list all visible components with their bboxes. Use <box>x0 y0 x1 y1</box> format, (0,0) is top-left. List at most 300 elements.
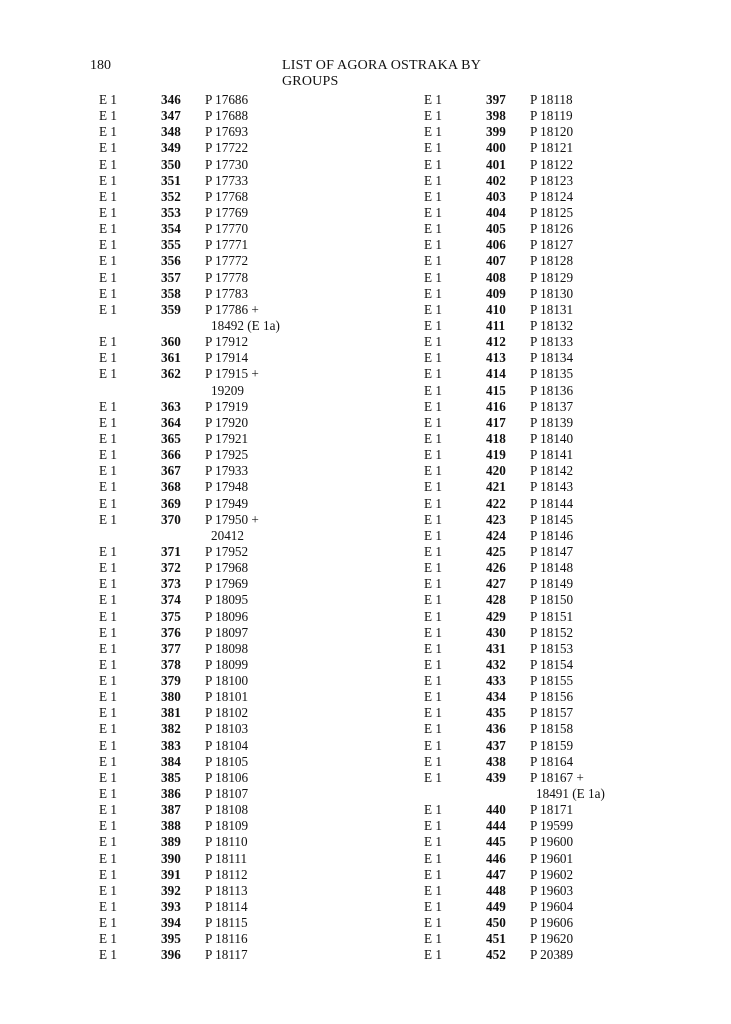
ostrakon-number: 412 <box>486 334 506 350</box>
ostrakon-number: 403 <box>486 188 506 204</box>
ostrakon-number: 353 <box>161 204 181 220</box>
inventory-number: P 18134 <box>530 350 574 366</box>
ostrakon-number: 445 <box>486 834 506 850</box>
group-label: E 1 <box>99 447 117 463</box>
list-item <box>424 286 674 302</box>
group-label: E 1 <box>424 285 442 301</box>
group-label: E 1 <box>424 769 442 785</box>
list-item <box>99 544 349 560</box>
ostrakon-number: 375 <box>161 608 181 624</box>
ostrakon-number: 396 <box>161 947 181 963</box>
ostrakon-number: 377 <box>161 640 181 656</box>
inventory-number: P 18147 <box>530 543 574 559</box>
list-item <box>424 802 674 818</box>
inventory-number: P 17693 <box>205 124 249 140</box>
ostrakon-number: 346 <box>161 92 181 107</box>
ostrakon-number: 407 <box>486 253 506 269</box>
inventory-number: P 18150 <box>530 592 574 608</box>
ostrakon-number: 347 <box>161 108 181 124</box>
ostrakon-number: 389 <box>161 834 181 850</box>
group-label: E 1 <box>424 221 442 237</box>
inventory-number: P 17772 <box>205 253 249 269</box>
inventory-number: P 17730 <box>205 156 249 172</box>
ostrakon-number: 404 <box>486 204 506 220</box>
group-label: E 1 <box>99 834 117 850</box>
ostrakon-number: 414 <box>486 366 506 382</box>
continuation-line <box>99 528 349 544</box>
inventory-number: P 18110 <box>205 834 248 850</box>
ostrakon-number: 372 <box>161 560 181 576</box>
group-label: E 1 <box>424 237 442 253</box>
ostrakon-number: 391 <box>161 866 181 882</box>
inventory-number: P 17921 <box>205 430 249 446</box>
group-label: E 1 <box>99 398 117 414</box>
page-number: 180 <box>90 58 111 73</box>
list-item <box>99 609 349 625</box>
right-column <box>424 92 674 964</box>
group-label: E 1 <box>99 560 117 576</box>
list-item <box>99 205 349 221</box>
group-label: E 1 <box>424 899 442 915</box>
ostrakon-number: 381 <box>161 705 181 721</box>
list-item <box>99 399 349 415</box>
ostrakon-number: 378 <box>161 656 181 672</box>
group-label: E 1 <box>424 689 442 705</box>
list-item <box>99 673 349 689</box>
ostrakon-number: 374 <box>161 592 181 608</box>
list-item <box>424 657 674 673</box>
list-item <box>99 592 349 608</box>
group-label: E 1 <box>99 221 117 237</box>
group-label: E 1 <box>99 350 117 366</box>
group-label: E 1 <box>424 624 442 640</box>
list-item <box>424 754 674 770</box>
ostrakon-number: 411 <box>486 317 506 333</box>
group-label: E 1 <box>99 495 117 511</box>
ostrakon-number: 385 <box>161 769 181 785</box>
list-item <box>99 867 349 883</box>
group-label: E 1 <box>424 253 442 269</box>
group-label: E 1 <box>99 576 117 592</box>
inventory-number: P 19620 <box>530 931 574 947</box>
list-item <box>424 867 674 883</box>
group-label: E 1 <box>424 447 442 463</box>
group-label: E 1 <box>424 882 442 898</box>
list-item <box>99 899 349 915</box>
inventory-number: P 18132 <box>530 317 574 333</box>
ostrakon-number: 416 <box>486 398 506 414</box>
inventory-number: P 17920 <box>205 414 249 430</box>
list-item <box>99 221 349 237</box>
list-item <box>424 528 674 544</box>
group-label: E 1 <box>99 172 117 188</box>
inventory-number: P 17933 <box>205 463 249 479</box>
group-label: E 1 <box>424 317 442 333</box>
list-item <box>424 641 674 657</box>
ostrakon-number: 390 <box>161 850 181 866</box>
group-label: E 1 <box>99 463 117 479</box>
inventory-number: P 17722 <box>205 140 249 156</box>
list-item <box>99 173 349 189</box>
ostrakon-number: 367 <box>161 463 181 479</box>
inventory-number: P 17771 <box>205 237 249 253</box>
ostrakon-number: 402 <box>486 172 506 188</box>
group-label: E 1 <box>99 769 117 785</box>
list-item <box>424 770 674 786</box>
ostrakon-number: 446 <box>486 850 506 866</box>
group-label: E 1 <box>99 656 117 672</box>
inventory-number: P 17686 <box>205 92 249 107</box>
ostrakon-number: 421 <box>486 479 506 495</box>
ostrakon-number: 427 <box>486 576 506 592</box>
list-item <box>424 625 674 641</box>
group-label: E 1 <box>424 592 442 608</box>
list-item <box>99 463 349 479</box>
list-item <box>99 576 349 592</box>
inventory-number: P 17969 <box>205 576 249 592</box>
inventory-number: P 19604 <box>530 899 574 915</box>
inventory-number: P 18099 <box>205 656 249 672</box>
list-item <box>99 931 349 947</box>
list-item <box>99 140 349 156</box>
inventory-number: P 18124 <box>530 188 574 204</box>
ostrakon-number: 434 <box>486 689 506 705</box>
ostrakon-number: 415 <box>486 382 506 398</box>
ostrakon-number: 430 <box>486 624 506 640</box>
group-label: E 1 <box>424 156 442 172</box>
group-label: E 1 <box>99 124 117 140</box>
inventory-number: P 17783 <box>205 285 249 301</box>
group-label: E 1 <box>99 140 117 156</box>
inventory-number: P 18151 <box>530 608 574 624</box>
ostrakon-number: 401 <box>486 156 506 172</box>
ostrakon-number: 435 <box>486 705 506 721</box>
group-label: E 1 <box>424 430 442 446</box>
ostrakon-number: 406 <box>486 237 506 253</box>
list-item <box>99 124 349 140</box>
ostrakon-number: 393 <box>161 899 181 915</box>
ostrakon-number: 410 <box>486 301 506 317</box>
ostrakon-number: 423 <box>486 511 506 527</box>
ostrakon-number: 440 <box>486 802 506 818</box>
ostrakon-number: 422 <box>486 495 506 511</box>
ostrakon-number: 351 <box>161 172 181 188</box>
list-item <box>99 92 349 108</box>
list-item <box>424 140 674 156</box>
group-label: E 1 <box>424 753 442 769</box>
group-label: E 1 <box>424 721 442 737</box>
inventory-number: P 18108 <box>205 802 249 818</box>
group-label: E 1 <box>99 947 117 963</box>
list-item <box>424 350 674 366</box>
inventory-continuation: 18492 (E 1a) <box>211 317 280 333</box>
list-item <box>424 496 674 512</box>
ostrakon-number: 399 <box>486 124 506 140</box>
inventory-number: P 18121 <box>530 140 574 156</box>
group-label: E 1 <box>424 608 442 624</box>
inventory-number: P 17950 + <box>205 511 259 527</box>
inventory-number: P 18098 <box>205 640 249 656</box>
list-item <box>99 947 349 963</box>
ostrakon-number: 437 <box>486 737 506 753</box>
group-label: E 1 <box>424 737 442 753</box>
ostrakon-number: 382 <box>161 721 181 737</box>
ostrakon-number: 433 <box>486 673 506 689</box>
list-item <box>424 899 674 915</box>
group-label: E 1 <box>424 931 442 947</box>
ostrakon-number: 417 <box>486 414 506 430</box>
list-item <box>99 447 349 463</box>
ostrakon-number: 398 <box>486 108 506 124</box>
list-item <box>424 576 674 592</box>
group-label: E 1 <box>424 560 442 576</box>
list-item <box>99 915 349 931</box>
ostrakon-number: 386 <box>161 786 181 802</box>
ostrakon-number: 452 <box>486 947 506 963</box>
inventory-number: P 17688 <box>205 108 249 124</box>
ostrakon-number: 366 <box>161 447 181 463</box>
inventory-number: P 17914 <box>205 350 249 366</box>
list-item <box>99 560 349 576</box>
list-item <box>424 92 674 108</box>
group-label: E 1 <box>99 786 117 802</box>
group-label: E 1 <box>424 463 442 479</box>
inventory-number: P 18136 <box>530 382 574 398</box>
list-item <box>424 270 674 286</box>
ostrakon-number: 429 <box>486 608 506 624</box>
group-label: E 1 <box>99 479 117 495</box>
inventory-number: P 18164 <box>530 753 574 769</box>
inventory-number: P 18153 <box>530 640 574 656</box>
list-item <box>99 705 349 721</box>
group-label: E 1 <box>99 285 117 301</box>
group-label: E 1 <box>424 334 442 350</box>
group-label: E 1 <box>424 301 442 317</box>
list-item <box>424 173 674 189</box>
group-label: E 1 <box>424 414 442 430</box>
list-item <box>424 705 674 721</box>
inventory-number: P 18130 <box>530 285 574 301</box>
inventory-number: P 18126 <box>530 221 574 237</box>
ostrakon-number: 405 <box>486 221 506 237</box>
ostrakon-number: 363 <box>161 398 181 414</box>
list-item <box>424 479 674 495</box>
group-label: E 1 <box>424 382 442 398</box>
inventory-number: P 18114 <box>205 899 248 915</box>
inventory-number: P 18115 <box>205 915 248 931</box>
ostrakon-number: 380 <box>161 689 181 705</box>
list-item <box>424 431 674 447</box>
list-item <box>99 770 349 786</box>
group-label: E 1 <box>424 673 442 689</box>
ostrakon-number: 436 <box>486 721 506 737</box>
list-item <box>424 544 674 560</box>
group-label: E 1 <box>424 269 442 285</box>
ostrakon-number: 370 <box>161 511 181 527</box>
list-item <box>424 851 674 867</box>
inventory-number: P 18106 <box>205 769 249 785</box>
ostrakon-number: 408 <box>486 269 506 285</box>
inventory-number: P 17949 <box>205 495 249 511</box>
inventory-number: P 18137 <box>530 398 574 414</box>
inventory-number: P 18155 <box>530 673 574 689</box>
list-item <box>424 463 674 479</box>
inventory-number: P 18096 <box>205 608 249 624</box>
list-item <box>424 592 674 608</box>
ostrakon-number: 424 <box>486 527 506 543</box>
group-label: E 1 <box>99 818 117 834</box>
inventory-number: P 17925 <box>205 447 249 463</box>
group-label: E 1 <box>424 366 442 382</box>
group-label: E 1 <box>424 398 442 414</box>
group-label: E 1 <box>99 866 117 882</box>
ostrakon-number: 349 <box>161 140 181 156</box>
list-item <box>424 915 674 931</box>
list-item <box>424 609 674 625</box>
ostrakon-number: 355 <box>161 237 181 253</box>
inventory-number: P 18144 <box>530 495 574 511</box>
inventory-number: P 18117 <box>205 947 248 963</box>
ostrakon-number: 451 <box>486 931 506 947</box>
list-item <box>424 447 674 463</box>
running-title: LIST OF AGORA OSTRAKA BY GROUPS <box>282 58 481 89</box>
ostrakon-number: 388 <box>161 818 181 834</box>
ostrakon-number: 364 <box>161 414 181 430</box>
inventory-continuation: 19209 <box>211 382 244 398</box>
ostrakon-number: 365 <box>161 430 181 446</box>
ostrakon-number: 428 <box>486 592 506 608</box>
inventory-number: P 18133 <box>530 334 574 350</box>
list-item <box>99 496 349 512</box>
left-column <box>99 92 349 964</box>
group-label: E 1 <box>99 334 117 350</box>
list-item <box>99 754 349 770</box>
inventory-number: P 18128 <box>530 253 574 269</box>
inventory-number: P 18158 <box>530 721 574 737</box>
ostrakon-number: 444 <box>486 818 506 834</box>
group-label: E 1 <box>99 414 117 430</box>
list-item <box>424 415 674 431</box>
list-item <box>99 334 349 350</box>
ostrakon-number: 384 <box>161 753 181 769</box>
inventory-number: P 18129 <box>530 269 574 285</box>
group-label: E 1 <box>424 543 442 559</box>
inventory-number: P 18143 <box>530 479 574 495</box>
inventory-number: P 17769 <box>205 204 249 220</box>
inventory-number: P 18102 <box>205 705 249 721</box>
group-label: E 1 <box>99 705 117 721</box>
ostrakon-number: 360 <box>161 334 181 350</box>
ostrakon-number: 359 <box>161 301 181 317</box>
inventory-number: P 18111 <box>205 850 248 866</box>
group-label: E 1 <box>99 802 117 818</box>
list-item <box>99 270 349 286</box>
list-item <box>424 512 674 528</box>
ostrakon-number: 371 <box>161 543 181 559</box>
list-item <box>99 883 349 899</box>
inventory-number: P 18095 <box>205 592 249 608</box>
ostrakon-number: 358 <box>161 285 181 301</box>
group-label: E 1 <box>424 511 442 527</box>
ostrakon-number: 413 <box>486 350 506 366</box>
ostrakon-number: 354 <box>161 221 181 237</box>
inventory-number: P 18113 <box>205 882 248 898</box>
list-item <box>424 738 674 754</box>
list-item <box>424 947 674 963</box>
ostrakon-number: 439 <box>486 769 506 785</box>
inventory-number: P 17968 <box>205 560 249 576</box>
list-item <box>99 512 349 528</box>
list-item <box>424 334 674 350</box>
group-label: E 1 <box>99 269 117 285</box>
list-item <box>424 673 674 689</box>
group-label: E 1 <box>99 753 117 769</box>
ostrakon-number: 392 <box>161 882 181 898</box>
group-label: E 1 <box>99 737 117 753</box>
ostrakon-number: 397 <box>486 92 506 107</box>
group-label: E 1 <box>99 92 117 107</box>
inventory-number: P 19600 <box>530 834 574 850</box>
inventory-number: P 17952 <box>205 543 249 559</box>
ostrakon-number: 373 <box>161 576 181 592</box>
inventory-number: P 19601 <box>530 850 574 866</box>
group-label: E 1 <box>99 640 117 656</box>
ostrakon-number: 418 <box>486 430 506 446</box>
group-label: E 1 <box>424 479 442 495</box>
inventory-number: P 18131 <box>530 301 574 317</box>
ostrakon-number: 369 <box>161 495 181 511</box>
inventory-number: P 20389 <box>530 947 574 963</box>
group-label: E 1 <box>424 640 442 656</box>
inventory-number: P 18112 <box>205 866 248 882</box>
list-item <box>99 818 349 834</box>
list-item <box>99 479 349 495</box>
inventory-number: P 18118 <box>530 92 573 107</box>
group-label: E 1 <box>424 124 442 140</box>
ostrakon-number: 394 <box>161 915 181 931</box>
ostrakon-number: 432 <box>486 656 506 672</box>
inventory-number: P 18104 <box>205 737 249 753</box>
inventory-number: P 19602 <box>530 866 574 882</box>
list-item <box>424 721 674 737</box>
group-label: E 1 <box>424 915 442 931</box>
list-item <box>99 350 349 366</box>
group-label: E 1 <box>99 592 117 608</box>
inventory-number: P 17915 + <box>205 366 259 382</box>
list-item <box>99 157 349 173</box>
list-item <box>424 834 674 850</box>
list-item <box>424 253 674 269</box>
inventory-number: P 18156 <box>530 689 574 705</box>
inventory-number: P 18120 <box>530 124 574 140</box>
inventory-number: P 17912 <box>205 334 249 350</box>
list-item <box>424 560 674 576</box>
inventory-number: P 18123 <box>530 172 574 188</box>
group-label: E 1 <box>424 947 442 963</box>
inventory-number: P 18119 <box>530 108 573 124</box>
group-label: E 1 <box>424 850 442 866</box>
ostrakon-number: 387 <box>161 802 181 818</box>
inventory-number: P 19599 <box>530 818 574 834</box>
group-label: E 1 <box>99 882 117 898</box>
list-item <box>99 253 349 269</box>
list-item <box>424 931 674 947</box>
group-label: E 1 <box>424 818 442 834</box>
group-label: E 1 <box>424 705 442 721</box>
list-item <box>424 302 674 318</box>
inventory-number: P 18140 <box>530 430 574 446</box>
list-item <box>424 157 674 173</box>
